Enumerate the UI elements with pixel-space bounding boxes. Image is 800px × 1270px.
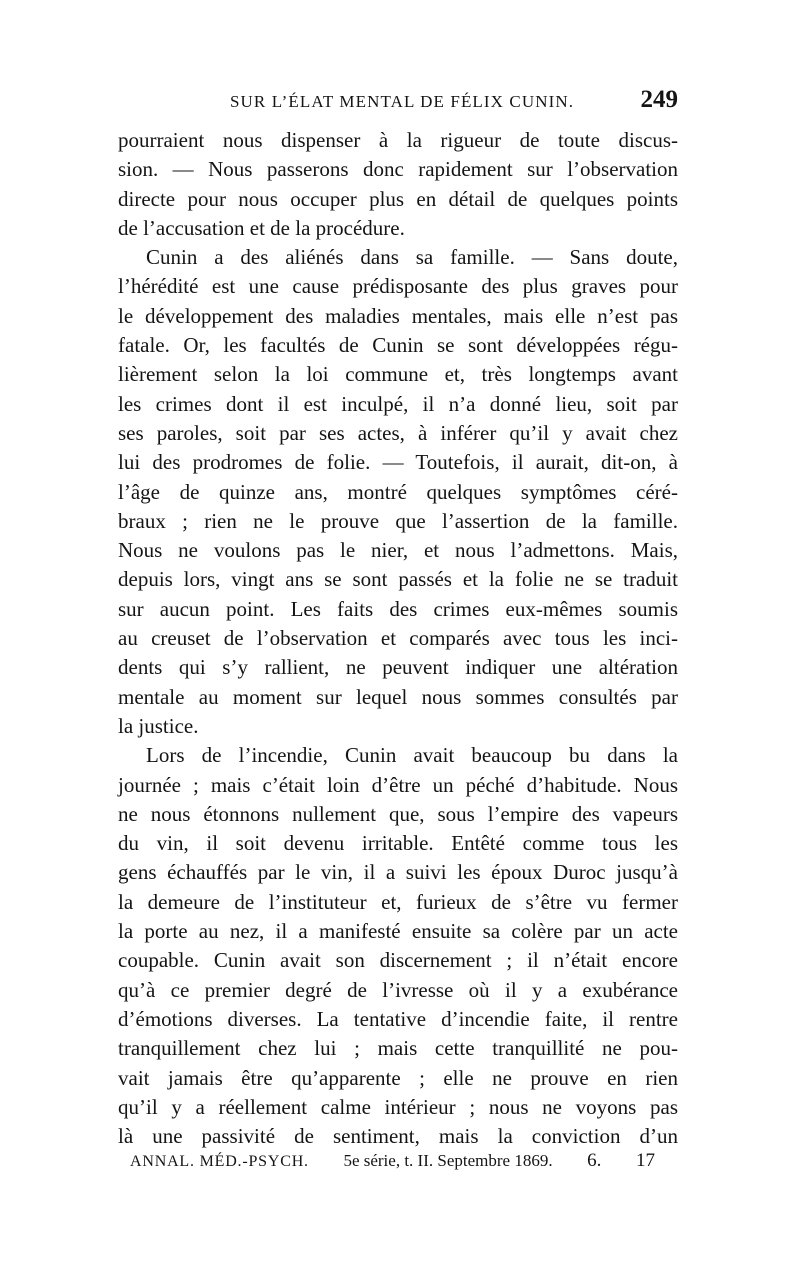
text-line: dents qui s’y rallient, ne peuvent indiquer une altération [118, 655, 678, 680]
paragraph-2 [118, 243, 678, 741]
text-line: Cunin a des aliénés dans sa famille. — Sans doute, [146, 245, 678, 270]
text-line: ses paroles, soit par ses actes, à inférer qu’il y avait chez [118, 420, 678, 445]
text-line: la porte au nez, il a manifesté ensuite sa colère par un acte [118, 919, 678, 944]
text-line: Nous ne voulons pas le nier, et nous l’admettons. Mais, [118, 538, 678, 563]
sheet-number: 17 [635, 1150, 655, 1171]
journal-title: ANNAL. MÉD.-PSYCH. [130, 1153, 309, 1170]
text-line: coupable. Cunin avait son discernement ; il n’était encore [118, 948, 678, 973]
text-line: qu’à ce premier degré de l’ivresse où il y a exubérance [118, 977, 678, 1002]
text-line: les crimes dont il est inculpé, il n’a donné lieu, soit par [118, 391, 678, 416]
text-line: fatale. Or, les facultés de Cunin se sont développées régu- [118, 333, 678, 358]
text-line: l’hérédité est une cause prédisposante des plus graves pour [118, 274, 678, 299]
text-line: sion. — Nous passerons donc rapidement sur l’observation [118, 157, 678, 182]
body-text [118, 126, 678, 1151]
text-line: de l’accusation et de la procédure. [118, 215, 405, 240]
page-footer [130, 1150, 655, 1178]
text-line: du vin, il soit devenu irritable. Entêté comme tous les [118, 831, 678, 856]
text-line: braux ; rien ne le prouve que l’assertion de la famille. [118, 508, 678, 533]
issue-details: 5e série, t. II. Septembre 1869. [343, 1151, 553, 1170]
text-line: lièrement selon la loi commune et, très longtemps avant [118, 362, 678, 387]
text-line: depuis lors, vingt ans se sont passés et la folie ne se traduit [118, 567, 678, 592]
signature-mark: 6. [587, 1150, 602, 1171]
paragraph-1 [118, 126, 678, 243]
text-line: là une passivité de sentiment, mais la conviction d’un [118, 1124, 678, 1149]
text-line: la justice. [118, 713, 199, 738]
text-line: d’émotions diverses. La tentative d’incendie faite, il rentre [118, 1006, 678, 1031]
text-line: la demeure de l’instituteur et, furieux de s’être vu fermer [118, 889, 678, 914]
text-line: mentale au moment sur lequel nous sommes consultés par [118, 684, 678, 709]
text-line: qu’il y a réellement calme intérieur ; nous ne voyons pas [118, 1094, 678, 1119]
text-line: Lors de l’incendie, Cunin avait beaucoup bu dans la [146, 743, 678, 768]
text-line: au creuset de l’observation et comparés avec tous les inci- [118, 626, 678, 651]
paragraph-3 [118, 741, 678, 1151]
text-line: directe pour nous occuper plus en détail de quelques points [118, 186, 678, 211]
text-line: lui des prodromes de folie. — Toutefois, il aurait, dit-on, à [118, 450, 678, 475]
text-line: vait jamais être qu’apparente ; elle ne prouve en rien [118, 1065, 678, 1090]
running-head [118, 88, 678, 118]
text-line: ne nous étonnons nullement que, sous l’empire des vapeurs [118, 801, 678, 826]
page-number: 249 [640, 86, 678, 113]
text-line: journée ; mais c’était loin d’être un péché d’habitude. Nous [118, 772, 678, 797]
text-line: le développement des maladies mentales, mais elle n’est pas [118, 303, 678, 328]
text-line: tranquillement chez lui ; mais cette tranquillité ne pou- [118, 1036, 678, 1061]
text-line: l’âge de quinze ans, montré quelques symptômes céré- [118, 479, 678, 504]
text-line: gens échauffés par le vin, il a suivi les époux Duroc jusqu’à [118, 860, 678, 885]
text-line: sur aucun point. Les faits des crimes eux-mêmes soumis [118, 596, 678, 621]
text-line: pourraient nous dispenser à la rigueur de toute discus- [118, 128, 678, 152]
running-title: SUR L’ÉLAT MENTAL DE FÉLIX CUNIN. [230, 92, 575, 111]
